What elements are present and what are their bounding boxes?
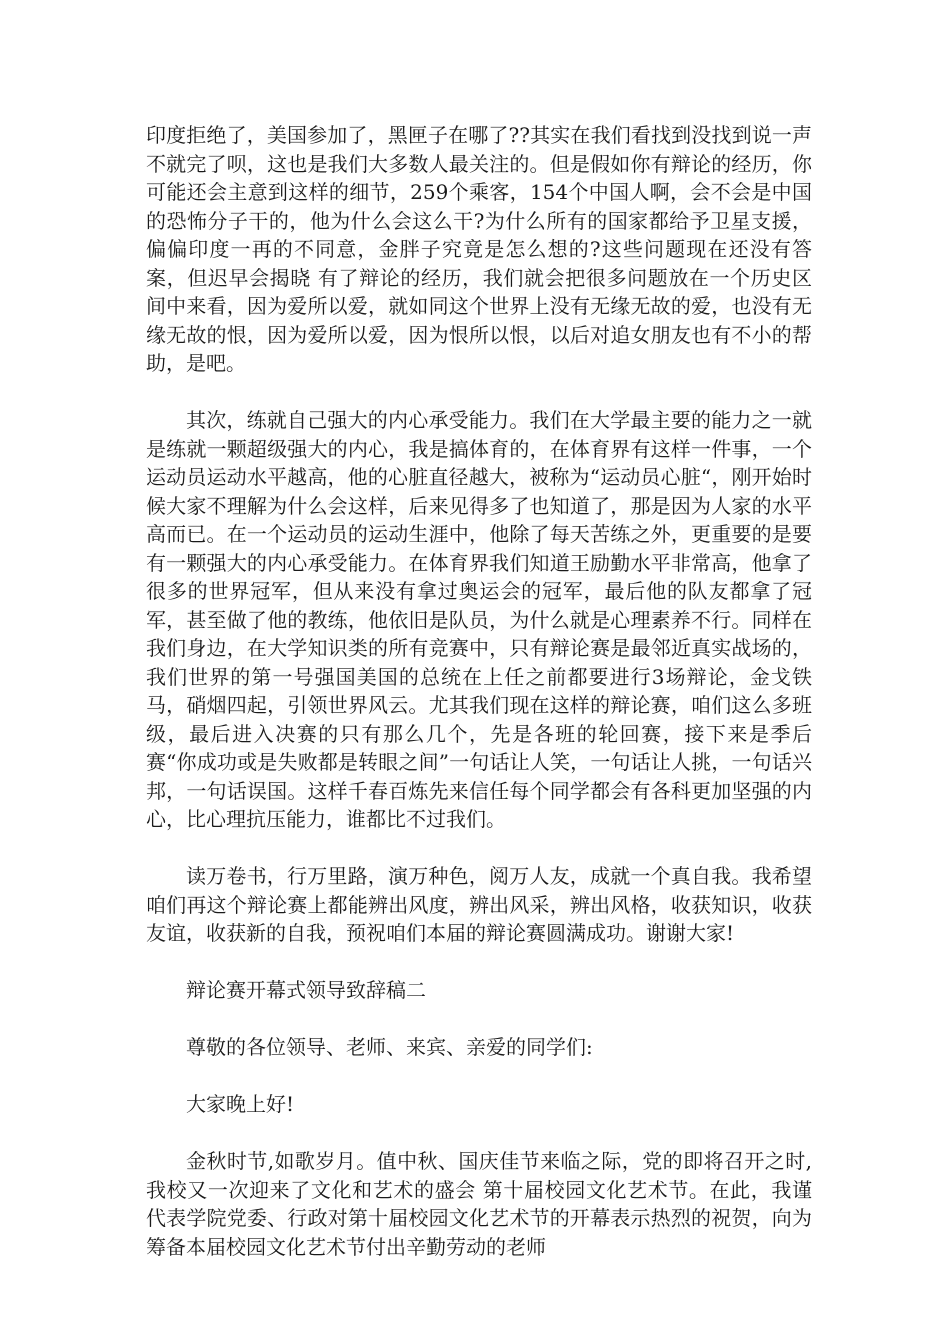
paragraph-inner-strength: 其次，练就自己强大的内心承受能力。我们在大学最主要的能力之一就是练就一颗超级强大的内心，我是搞体育的，在体育界有这样一件事，一个运动员运动水平越高，他的心脏直径越大，被称为“运动员心脏“，刚开始时候大家不理解为什么会这样，后来见得多了也知道了，那是因为人家的水平高而已。在一个运动员的运动生涯中，他除了每天苦练之外，更重要的是要有一颗强大的内心承受能力。在体育界我们知道王励勤水平非常高，他拿了很多的世界冠军，但从来没有拿过奥运会的冠军，最后他的队友都拿了冠军，甚至做了他的教练，他依旧是队员，为什么就是心理素养不行。同样在我们身边，在大学知识类的所有竞赛中，只有辩论赛是最邻近真实战场的，我们世界的第一号强国美国的总统在上任之前都要进行3场辩论，金戈铁马，硝烟四起，引领世界风云。尤其我们现在这样的辩论赛，咱们这么多班级，最后进入决赛的只有那么几个，先是各班的轮回赛，接下来是季后赛“你成功或是失败都是转眼之间”一句话让人笑，一句话让人挑，一句话兴邦，一句话误国。这样千春百炼先来信任每个同学都会有各科更加坚强的内心，比心理抗压能力，谁都比不过我们。: [146, 408, 812, 831]
section-title: 辩论赛开幕式领导致辞稿二: [186, 978, 426, 1002]
paragraph-arts-festival: 金秋时节,如歌岁月。值中秋、国庆佳节来临之际，党的即将召开之时, 我校又一次迎来了文化和艺术的盛会 第十届校园文化艺术节。在此，我谨代表学院党委、行政对第十届校园文化艺术节的开幕表示热烈的祝贺，向为筹备本届校园文化艺术节付出辛勤劳动的老师: [146, 1149, 812, 1259]
greeting: 大家晚上好!: [186, 1092, 295, 1116]
salutation: 尊敬的各位领导、老师、来宾、亲爱的同学们:: [186, 1035, 593, 1059]
paragraph-mh370-debate: 印度拒绝了，美国参加了，黑匣子在哪了??其实在我们看找到没找到说一声不就完了呗，这也是我们大多数人最关注的。但是假如你有辩论的经历，你可能还会主意到这样的细节，259个乘客，154个中国人啊，会不会是中国的恐怖分子干的，他为什么会这么干?为什么所有的国家都给予卫星支援，偏偏印度一再的不同意，金胖子究竟是怎么想的?这些问题现在还没有答案，但迟早会揭晓 有了辩论的经历，我们就会把很多问题放在一个历史区间中来看，因为爱所以爱，就如同这个世界上没有无缘无故的爱，也没有无缘无故的恨，因为爱所以爱，因为恨所以恨，以后对追女朋友也有不小的帮助，是吧。: [146, 123, 812, 375]
paragraph-closing-wishes: 读万卷书，行万里路，演万种色，阅万人友，成就一个真自我。我希望咱们再这个辩论赛上都能辨出风度，辨出风采，辨出风格，收获知识，收获友谊，收获新的自我，预祝咱们本届的辩论赛圆满成功。谢谢大家!: [146, 864, 812, 945]
document-body: [146, 121, 812, 1290]
